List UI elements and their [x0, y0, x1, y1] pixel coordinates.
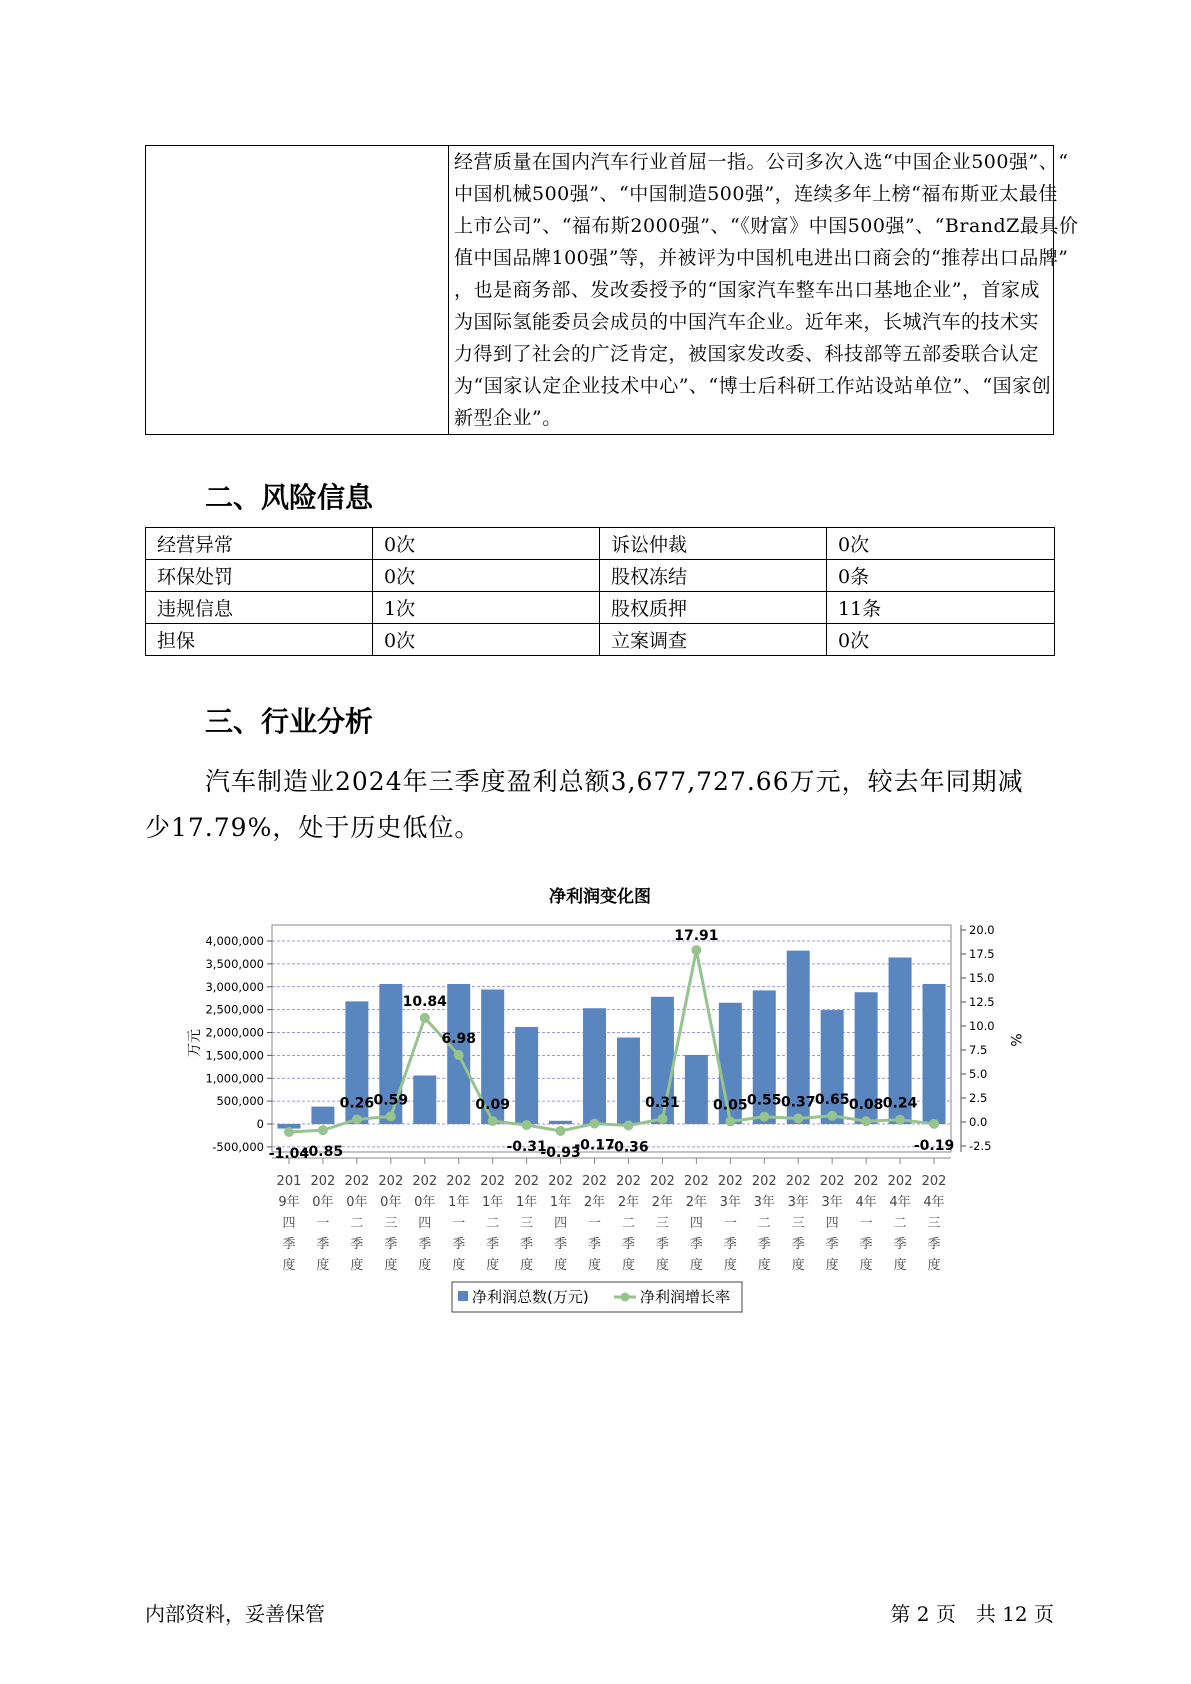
- growth-rate-point: [895, 1115, 905, 1125]
- footer-left: 内部资料，妥善保管: [145, 1602, 325, 1626]
- x-axis-tick-label: 度: [554, 1258, 568, 1273]
- y-axis-tick-label: 0: [256, 1117, 264, 1131]
- x-axis-tick-label: 度: [520, 1258, 534, 1273]
- y-axis-tick-label: 4,000,000: [205, 934, 264, 948]
- risk-heading: 二、风险信息: [205, 481, 374, 514]
- y2-axis-tick-label: 7.5: [969, 1043, 988, 1057]
- industry-paragraph-line: 汽车制造业2024年三季度盈利总额3,677,727.66万元，较去年同期减: [205, 767, 1024, 796]
- x-axis-tick-label: 一: [588, 1216, 602, 1231]
- y2-axis-label: %: [1007, 1033, 1023, 1047]
- growth-rate-point: [759, 1112, 769, 1122]
- x-axis-tick-label: 季: [859, 1237, 873, 1252]
- growth-rate-point: [793, 1113, 803, 1123]
- x-axis-tick-label: 度: [621, 1258, 635, 1273]
- chart-title: 净利润变化图: [549, 887, 651, 907]
- x-axis-tick-label: 2年: [583, 1195, 606, 1210]
- y-axis-tick-label: 3,500,000: [205, 956, 264, 971]
- growth-rate-data-label: 0.05: [713, 1097, 748, 1114]
- x-axis-tick-label: 4年: [923, 1195, 945, 1210]
- x-axis-tick-label: 度: [757, 1258, 771, 1273]
- x-axis-tick-label: 四: [418, 1216, 432, 1231]
- x-axis-tick-label: 202: [412, 1174, 438, 1189]
- growth-rate-data-label: -0.17: [574, 1137, 615, 1154]
- growth-rate-data-label: 0.26: [339, 1095, 375, 1112]
- risk-value: 0次: [373, 560, 600, 592]
- x-axis-tick-label: 202: [853, 1174, 879, 1189]
- growth-rate-data-label: 0.08: [848, 1097, 884, 1114]
- x-axis-tick-label: 二: [757, 1216, 771, 1231]
- chart-bar: [583, 1008, 606, 1124]
- x-axis-tick-label: 度: [723, 1258, 737, 1273]
- growth-rate-point: [386, 1111, 396, 1121]
- x-axis-tick-label: 季: [655, 1237, 669, 1252]
- growth-rate-data-label: 0.31: [645, 1095, 680, 1112]
- x-axis-tick-label: 四: [554, 1216, 568, 1231]
- intro-line: 中国机械500强”、“中国制造500强”，连续多年上榜“福布斯亚太最佳: [454, 183, 1058, 205]
- growth-rate-point: [725, 1117, 735, 1127]
- y2-axis-tick-label: -2.5: [969, 1139, 992, 1153]
- x-axis-tick-label: 季: [893, 1237, 907, 1252]
- y-axis-tick-label: 500,000: [216, 1094, 264, 1109]
- y-axis-tick-label: 2,500,000: [205, 1002, 264, 1017]
- x-axis-tick-label: 季: [723, 1237, 737, 1252]
- footer-page-number: 第 2 页 共 12 页: [890, 1602, 1054, 1626]
- chart-bar: [515, 1027, 538, 1124]
- x-axis-tick-label: 202: [378, 1174, 404, 1189]
- x-axis-tick-label: 3年: [719, 1195, 741, 1210]
- x-axis-tick-label: 202: [785, 1174, 811, 1189]
- growth-rate-point: [623, 1120, 633, 1130]
- growth-rate-point: [284, 1127, 294, 1137]
- growth-rate-data-label: -0.19: [913, 1137, 955, 1154]
- growth-rate-data-label: 0.37: [780, 1094, 816, 1111]
- x-axis-tick-label: 季: [350, 1237, 364, 1252]
- risk-label: 诉讼仲裁: [600, 528, 827, 560]
- risk-value: 0次: [827, 624, 1055, 656]
- y2-axis-tick-label: 2.5: [969, 1091, 988, 1105]
- x-axis-tick-label: 201: [276, 1174, 302, 1189]
- x-axis-tick-label: 季: [757, 1237, 771, 1252]
- x-axis-tick-label: 2年: [685, 1195, 708, 1210]
- x-axis-tick-label: 202: [616, 1174, 641, 1189]
- chart-bar: [311, 1107, 334, 1124]
- x-axis-tick-label: 度: [825, 1258, 839, 1273]
- growth-rate-point: [929, 1119, 939, 1129]
- x-axis-tick-label: 202: [819, 1174, 845, 1189]
- x-axis-tick-label: 二: [350, 1216, 364, 1231]
- x-axis-tick-label: 0年: [414, 1195, 436, 1210]
- growth-rate-point: [556, 1126, 566, 1136]
- x-axis-tick-label: 202: [683, 1174, 709, 1189]
- x-axis-tick-label: 9年: [278, 1195, 300, 1210]
- x-axis-tick-label: 三: [927, 1216, 941, 1231]
- growth-rate-point: [657, 1114, 667, 1124]
- growth-rate-data-label: 0.09: [475, 1097, 510, 1114]
- x-axis-tick-label: 0年: [312, 1195, 334, 1210]
- x-axis-tick-label: 四: [689, 1216, 703, 1231]
- growth-rate-data-label: 17.91: [674, 928, 719, 945]
- y2-axis-tick-label: 12.5: [969, 995, 995, 1009]
- growth-rate-point: [590, 1119, 600, 1129]
- growth-rate-point: [691, 945, 701, 955]
- intro-line: 力得到了社会的广泛肯定，被国家发改委、科技部等五部委联合认定: [454, 343, 1040, 365]
- growth-rate-data-label: -0.93: [540, 1144, 581, 1161]
- y-axis-label: 万元: [187, 1029, 203, 1057]
- risk-value: 1次: [373, 592, 600, 624]
- growth-rate-point: [352, 1115, 362, 1125]
- growth-rate-data-label: 10.84: [402, 993, 447, 1010]
- risk-value: 0次: [373, 528, 600, 560]
- intro-line: 经营质量在国内汽车行业首屈一指。公司多次入选“中国企业500强”、“: [454, 151, 1069, 173]
- x-axis-tick-label: 度: [316, 1258, 330, 1273]
- growth-rate-data-label: 0.24: [882, 1095, 918, 1112]
- x-axis-tick-label: 四: [282, 1216, 296, 1231]
- x-axis-tick-label: 0年: [346, 1195, 368, 1210]
- x-axis-tick-label: 2年: [617, 1195, 640, 1210]
- x-axis-tick-label: 4年: [889, 1195, 911, 1210]
- x-axis-tick-label: 3年: [787, 1195, 809, 1210]
- growth-rate-point: [420, 1013, 430, 1023]
- x-axis-tick-label: 三: [655, 1216, 669, 1231]
- x-axis-tick-label: 一: [316, 1216, 330, 1231]
- x-axis-tick-label: 三: [520, 1216, 534, 1231]
- intro-line: 上市公司”、“福布斯2000强”、“《财富》中国500强”、“BrandZ最具价: [454, 215, 1079, 237]
- risk-value: 0次: [827, 528, 1055, 560]
- x-axis-tick-label: 季: [418, 1237, 432, 1252]
- x-axis-tick-label: 0年: [380, 1195, 402, 1210]
- x-axis-tick-label: 202: [717, 1174, 743, 1189]
- x-axis-tick-label: 202: [446, 1174, 472, 1189]
- risk-label: 股权质押: [600, 592, 827, 624]
- y2-axis-tick-label: 0.0: [969, 1115, 988, 1129]
- x-axis-tick-label: 季: [384, 1237, 398, 1252]
- growth-rate-point: [827, 1111, 837, 1121]
- risk-value: 0次: [373, 624, 600, 656]
- x-axis-tick-label: 季: [554, 1237, 568, 1252]
- x-axis-tick-label: 季: [520, 1237, 534, 1252]
- x-axis-tick-label: 季: [791, 1237, 805, 1252]
- x-axis-tick-label: 4年: [855, 1195, 877, 1210]
- x-axis-tick-label: 季: [316, 1237, 330, 1252]
- x-axis-tick-label: 一: [859, 1216, 873, 1231]
- intro-line: 值中国品牌100强”等，并被评为中国机电进出口商会的“推荐出口品牌”: [454, 247, 1069, 269]
- y-axis-tick-label: 3,000,000: [205, 979, 264, 994]
- x-axis-tick-label: 202: [344, 1174, 370, 1189]
- risk-label: 股权冻结: [600, 560, 827, 592]
- x-axis-tick-label: 季: [825, 1237, 839, 1252]
- chart-bar: [413, 1076, 436, 1124]
- growth-rate-point: [522, 1120, 532, 1130]
- growth-rate-data-label: 0.55: [747, 1092, 782, 1109]
- x-axis-tick-label: 度: [859, 1258, 873, 1273]
- x-axis-tick-label: 202: [887, 1174, 913, 1189]
- legend-bar-swatch: [458, 1291, 468, 1301]
- risk-label: 经营异常: [146, 528, 373, 560]
- x-axis-tick-label: 二: [621, 1216, 635, 1231]
- x-axis-tick-label: 度: [655, 1258, 669, 1273]
- growth-rate-point: [488, 1116, 498, 1126]
- chart-bar: [685, 1055, 708, 1124]
- legend-bar-label: 净利润总数(万元): [472, 1288, 589, 1306]
- x-axis-tick-label: 季: [588, 1237, 602, 1252]
- x-axis-tick-label: 季: [927, 1237, 941, 1252]
- intro-line: 新型企业”。: [454, 407, 562, 429]
- y-axis-tick-label: 2,000,000: [205, 1025, 264, 1040]
- x-axis-tick-label: 202: [751, 1174, 777, 1189]
- x-axis-tick-label: 度: [350, 1258, 364, 1273]
- x-axis-tick-label: 3年: [821, 1195, 843, 1210]
- x-axis-tick-label: 度: [486, 1258, 500, 1273]
- x-axis-tick-label: 202: [650, 1174, 675, 1189]
- y-axis-tick-label: -500,000: [212, 1139, 264, 1154]
- growth-rate-data-label: -0.36: [608, 1139, 649, 1156]
- growth-rate-data-label: 6.98: [441, 1030, 476, 1047]
- legend-line-marker: [621, 1293, 630, 1302]
- x-axis-tick-label: 度: [452, 1258, 466, 1273]
- x-axis-tick-label: 202: [921, 1174, 947, 1189]
- x-axis-tick-label: 3年: [753, 1195, 775, 1210]
- y-axis-tick-label: 1,500,000: [205, 1048, 264, 1063]
- x-axis-tick-label: 一: [452, 1216, 466, 1231]
- x-axis-tick-label: 2年: [651, 1195, 674, 1210]
- x-axis-tick-label: 202: [310, 1174, 336, 1189]
- x-axis-tick-label: 四: [825, 1216, 839, 1231]
- growth-rate-data-label: -0.85: [302, 1144, 344, 1161]
- x-axis-tick-label: 三: [384, 1216, 398, 1231]
- growth-rate-point: [454, 1050, 464, 1060]
- legend-line-label: 净利润增长率: [640, 1288, 731, 1306]
- x-axis-tick-label: 度: [791, 1258, 805, 1273]
- intro-line: ，也是商务部、发改委授予的“国家汽车整车出口基地企业”，首家成: [454, 279, 1040, 301]
- growth-rate-data-label: 0.65: [814, 1091, 850, 1108]
- growth-rate-point: [318, 1125, 328, 1135]
- x-axis-tick-label: 二: [486, 1216, 500, 1231]
- y2-axis-tick-label: 15.0: [969, 971, 995, 985]
- chart-bar: [617, 1038, 640, 1124]
- intro-line: 为国际氢能委员会成员的中国汽车企业。近年来，长城汽车的技术实: [454, 311, 1040, 333]
- risk-label: 违规信息: [146, 592, 373, 624]
- x-axis-tick-label: 三: [791, 1216, 805, 1231]
- industry-heading: 三、行业分析: [205, 705, 374, 738]
- x-axis-tick-label: 度: [282, 1258, 296, 1273]
- x-axis-tick-label: 度: [927, 1258, 941, 1273]
- x-axis-tick-label: 202: [480, 1174, 506, 1189]
- x-axis-tick-label: 二: [893, 1216, 907, 1231]
- x-axis-tick-label: 季: [621, 1237, 635, 1252]
- x-axis-tick-label: 1年: [549, 1195, 572, 1210]
- x-axis-tick-label: 季: [452, 1237, 466, 1252]
- industry-paragraph-line: 少17.79%，处于历史低位。: [145, 813, 481, 842]
- growth-rate-data-label: -0.31: [506, 1138, 547, 1155]
- x-axis-tick-label: 度: [418, 1258, 432, 1273]
- risk-label: 担保: [146, 624, 373, 656]
- x-axis-tick-label: 202: [548, 1174, 573, 1189]
- y2-axis-tick-label: 5.0: [969, 1067, 988, 1081]
- x-axis-tick-label: 度: [588, 1258, 602, 1273]
- intro-line: 为“国家认定企业技术中心”、“博士后科研工作站设站单位”、“国家创: [454, 375, 1052, 397]
- chart-bar: [549, 1121, 572, 1124]
- growth-rate-data-label: -1.04: [268, 1145, 310, 1162]
- y-axis-tick-label: 1,000,000: [205, 1071, 264, 1086]
- y2-axis-tick-label: 10.0: [969, 1019, 995, 1033]
- y2-axis-tick-label: 17.5: [969, 947, 995, 961]
- x-axis-tick-label: 1年: [515, 1195, 538, 1210]
- x-axis-tick-label: 季: [282, 1237, 296, 1252]
- chart-bar: [923, 984, 946, 1124]
- y2-axis-tick-label: 20.0: [969, 923, 995, 937]
- x-axis-tick-label: 1年: [448, 1195, 470, 1210]
- x-axis-tick-label: 度: [384, 1258, 398, 1273]
- x-axis-tick-label: 度: [689, 1258, 703, 1273]
- x-axis-tick-label: 季: [486, 1237, 500, 1252]
- growth-rate-point: [861, 1116, 871, 1126]
- x-axis-tick-label: 度: [893, 1258, 907, 1273]
- x-axis-tick-label: 202: [582, 1174, 607, 1189]
- risk-label: 环保处罚: [146, 560, 373, 592]
- risk-value: 11条: [827, 592, 1055, 624]
- x-axis-tick-label: 一: [723, 1216, 737, 1231]
- growth-rate-data-label: 0.59: [373, 1092, 409, 1109]
- x-axis-tick-label: 1年: [482, 1195, 504, 1210]
- x-axis-tick-label: 202: [514, 1174, 540, 1189]
- risk-label: 立案调查: [600, 624, 827, 656]
- x-axis-tick-label: 季: [689, 1237, 703, 1252]
- risk-value: 0条: [827, 560, 1055, 592]
